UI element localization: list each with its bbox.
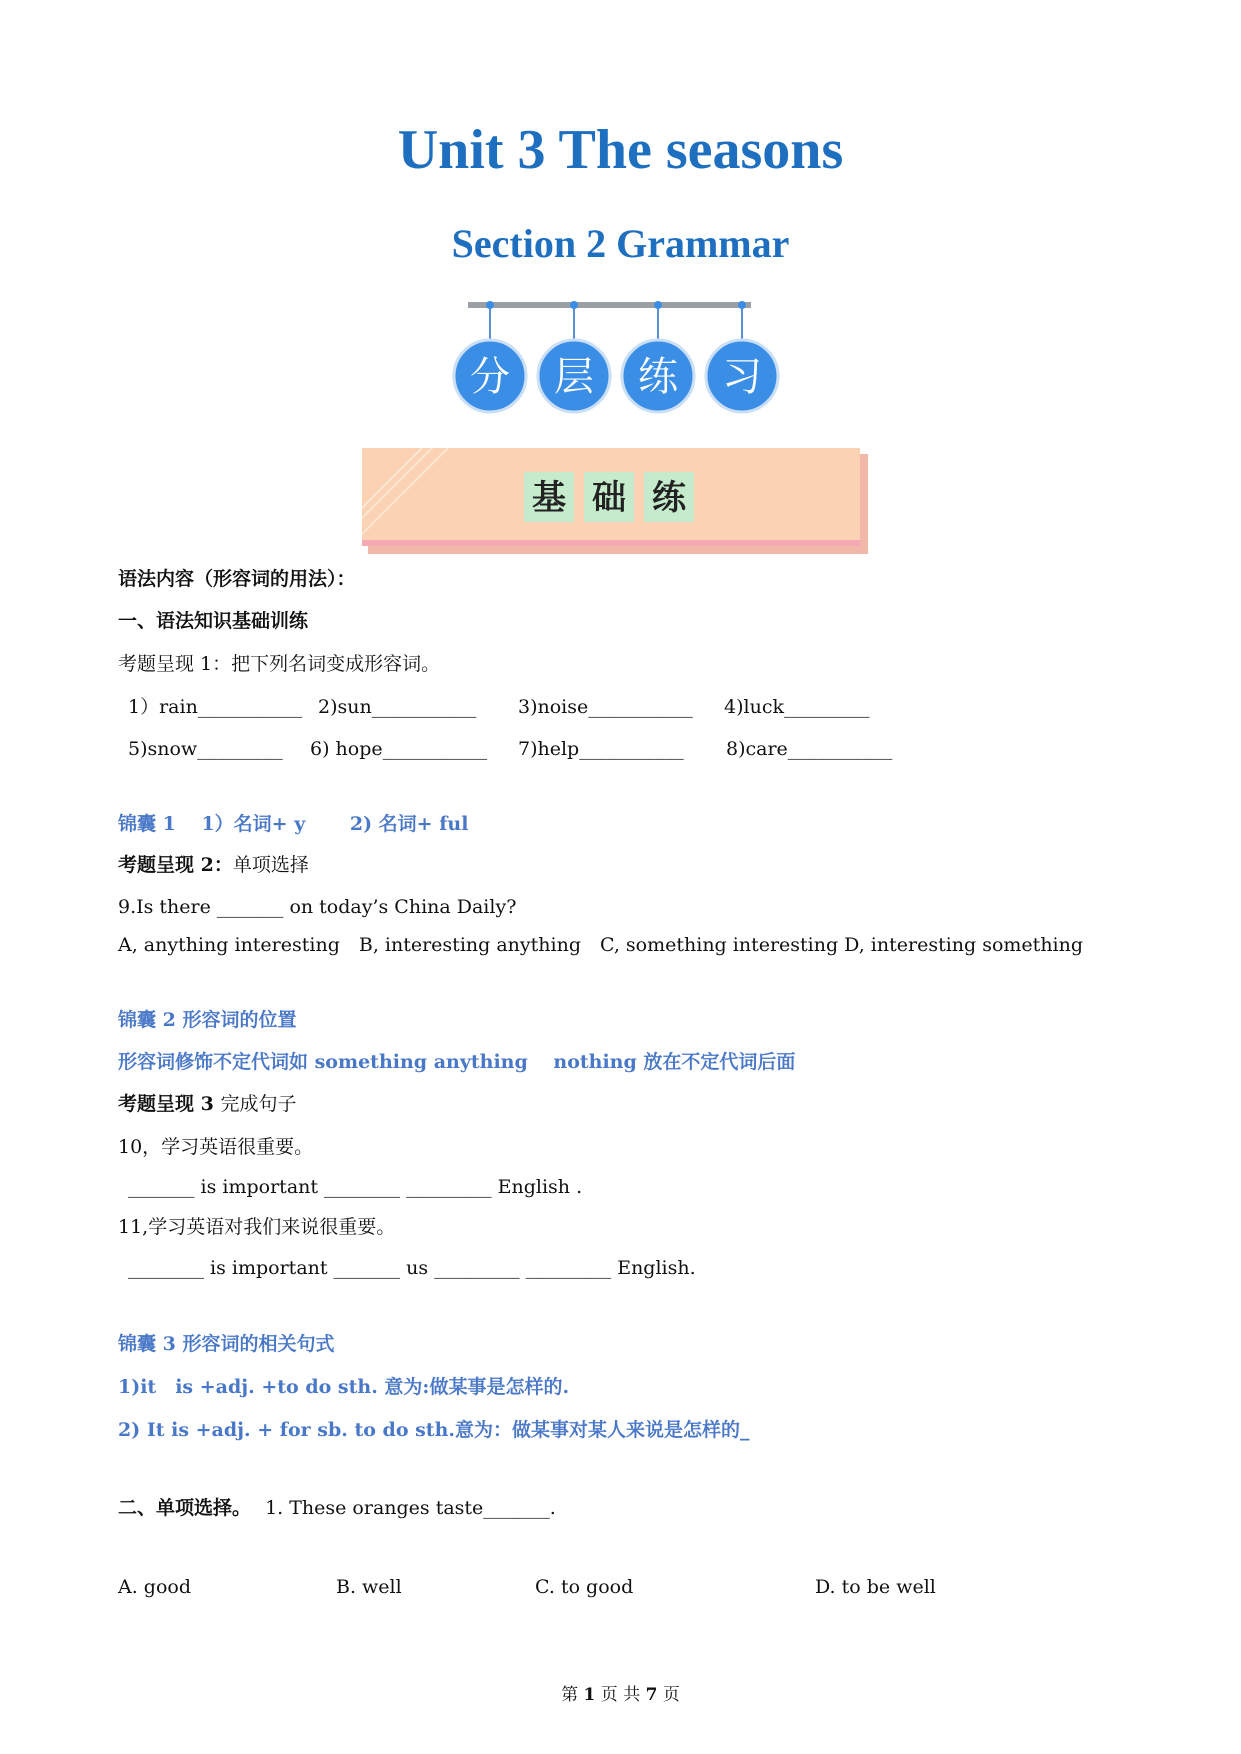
footer-text: 页 (657, 1685, 680, 1705)
grammar-heading: 语法内容（形容词的用法）： (118, 568, 356, 590)
footer-total-pages: 7 (645, 1685, 658, 1705)
q1-item: 4)luck_________ (724, 696, 870, 718)
banner-char: 基 (532, 478, 566, 518)
tip3-line1: 1)it is +adj. +to do sth. 意为:做某事是怎样的. (118, 1376, 570, 1398)
page-footer (0, 1680, 1241, 1705)
part2-q1: 1. These oranges taste_______. (265, 1497, 556, 1519)
badge-char: 练 (638, 354, 678, 400)
q3-title (118, 1095, 296, 1114)
page-title: Unit 3 The seasons (397, 119, 844, 181)
q1-item: 1）rain___________ (128, 696, 303, 718)
part2-row (118, 1499, 556, 1518)
part2-heading: 二、单项选择。 (118, 1497, 252, 1519)
q10: 10，学习英语很重要。 (118, 1136, 314, 1158)
tip2-line: 形容词修饰不定代词如 something anything nothing 放在不定代词后面 (118, 1051, 796, 1073)
tip1: 锦囊 1 1）名词+ y 2) 名词+ ful (118, 813, 469, 835)
q1-item: 2)sun___________ (318, 696, 477, 718)
footer-text: 页 共 (595, 1685, 646, 1705)
tip3-title: 锦囊 3 形容词的相关句式 (118, 1333, 335, 1355)
q1-title: 考题呈现 1：把下列名词变成形容词。 (118, 653, 441, 675)
q2-title-bold: 考题呈现 2： (118, 854, 233, 876)
badge-char: 分 (470, 354, 510, 400)
part2-option: B. well (336, 1576, 402, 1598)
badge-char: 习 (722, 354, 762, 400)
q11: 11,学习英语对我们来说很重要。 (118, 1216, 396, 1238)
page-subtitle: Section 2 Grammar (451, 221, 790, 266)
q1-item: 5)snow_________ (128, 738, 283, 760)
part2-option: D. to be well (815, 1576, 936, 1598)
banner-char: 础 (592, 478, 626, 518)
q1-item: 3)noise___________ (518, 696, 693, 718)
q9: 9.Is there _______ on today’s China Daily? (118, 896, 517, 918)
badge-char: 层 (554, 354, 594, 400)
q1-item: 7)help___________ (518, 738, 684, 760)
part1-heading: 一、语法知识基础训练 (118, 610, 309, 632)
q1-item: 8)care___________ (726, 738, 893, 760)
q9-options: A, anything interesting B, interesting anything C, something interesting D, interesting something (118, 934, 1084, 956)
tip2-title: 锦囊 2 形容词的位置 (118, 1009, 297, 1031)
part2-option: C. to good (535, 1576, 634, 1598)
q2-title-rest: 单项选择 (232, 854, 309, 876)
q1-item: 6) hope___________ (310, 738, 488, 760)
banner-char: 练 (652, 478, 686, 518)
q3-title-rest: 完成句子 (220, 1093, 297, 1115)
basic-practice-banner (362, 448, 868, 554)
footer-page-number: 1 (583, 1685, 596, 1705)
footer-text: 第 (561, 1685, 584, 1705)
layered-practice-badge (440, 296, 780, 416)
q11-blank: ________ is important _______ us _________ _________ English. (128, 1257, 696, 1279)
tip3-line2: 2) It is +adj. + for sb. to do sth.意为：做某事对某人来说是怎样的_ (118, 1419, 750, 1441)
part2-option: A. good (118, 1576, 192, 1598)
q2-title (118, 856, 309, 875)
q10-blank: _______ is important ________ _________ English . (128, 1176, 583, 1198)
q3-title-bold: 考题呈现 3 (118, 1093, 221, 1115)
